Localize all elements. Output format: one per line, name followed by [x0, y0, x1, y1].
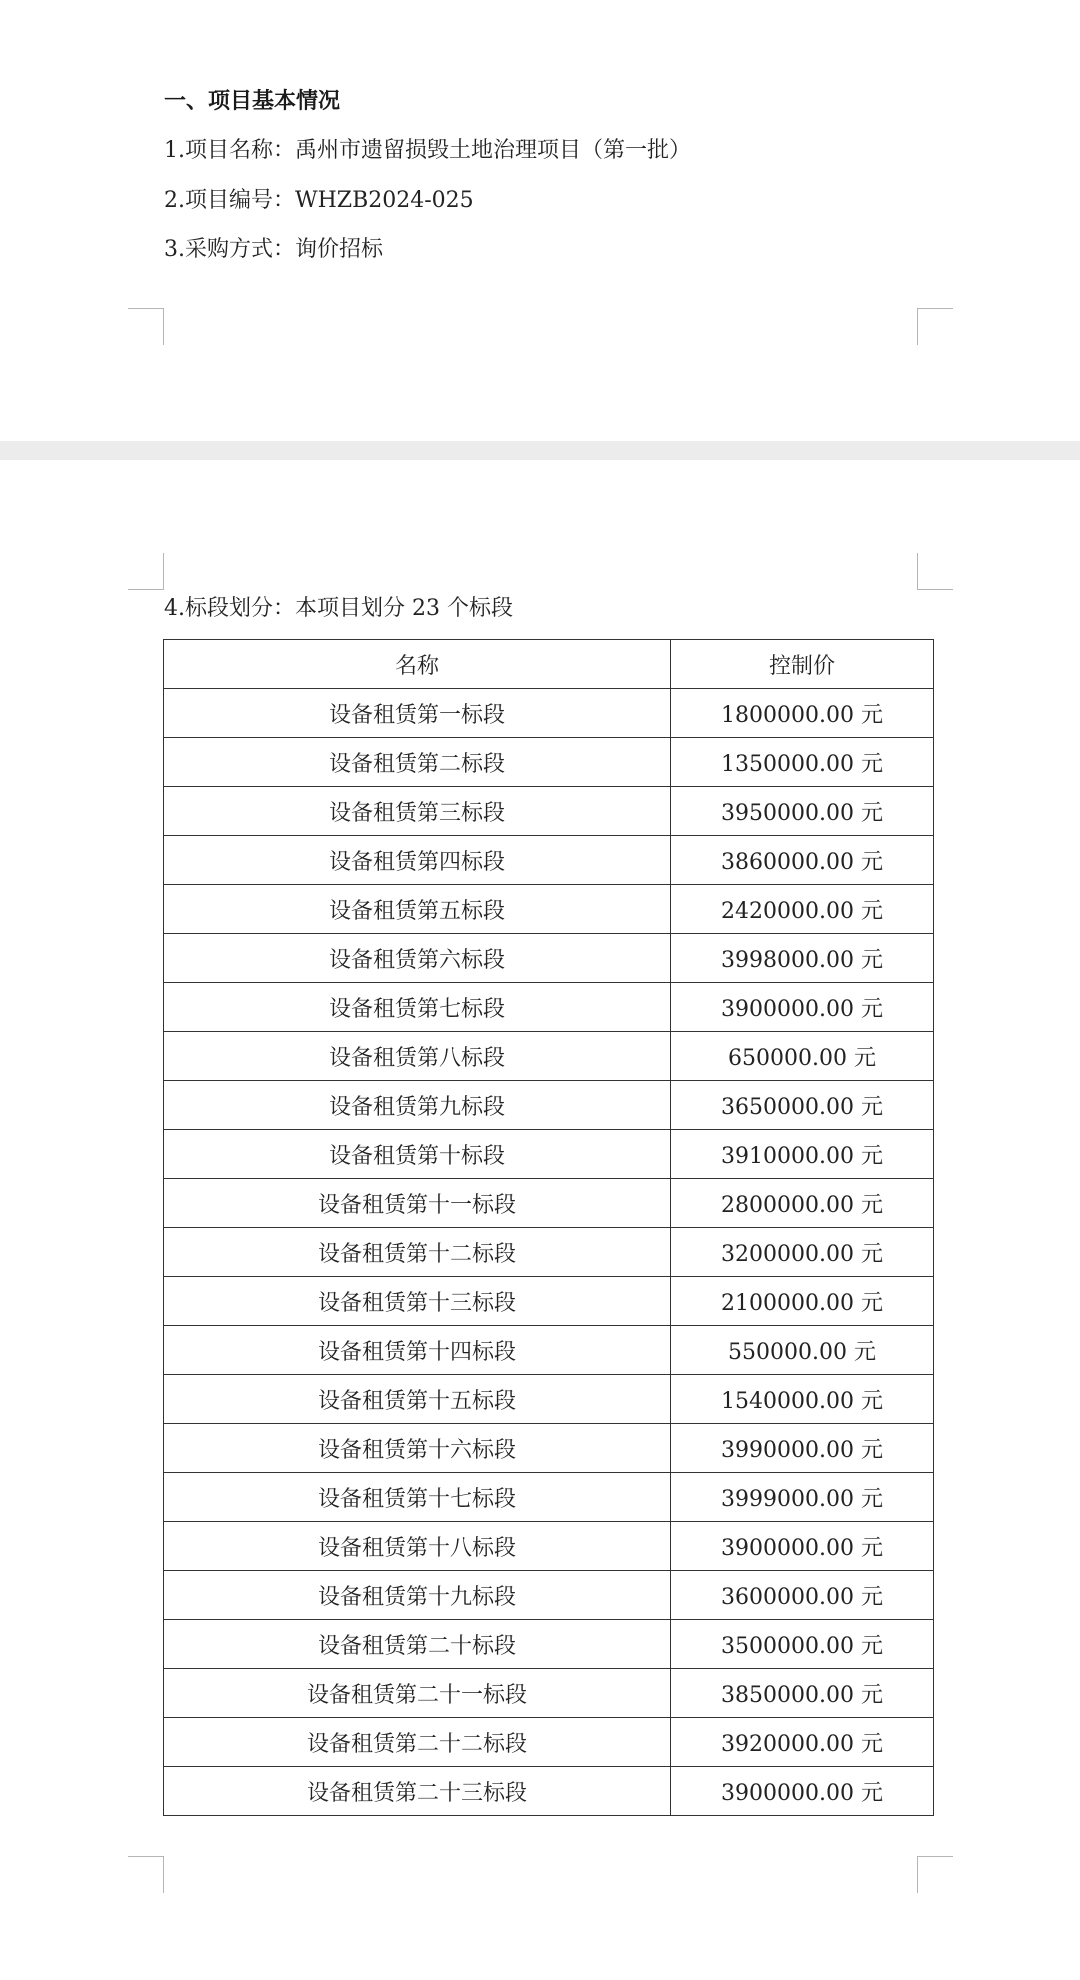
lot-name-cell: 设备租赁第七标段	[164, 983, 671, 1032]
table-row	[164, 1571, 934, 1620]
lot-name-cell: 设备租赁第十四标段	[164, 1326, 671, 1375]
table-row	[164, 1473, 934, 1522]
table-row	[164, 934, 934, 983]
table-row	[164, 885, 934, 934]
table-row	[164, 1767, 934, 1816]
lot-name-cell: 设备租赁第八标段	[164, 1032, 671, 1081]
table-row	[164, 787, 934, 836]
lot-price-cell: 3900000.00 元	[671, 1522, 934, 1571]
lot-price-cell: 650000.00 元	[671, 1032, 934, 1081]
lot-price-cell: 2800000.00 元	[671, 1179, 934, 1228]
table-row	[164, 983, 934, 1032]
header-price: 控制价	[671, 640, 934, 689]
section-heading: 一、项目基本情况	[164, 89, 341, 114]
lots-table	[163, 639, 934, 1816]
lot-price-cell: 3860000.00 元	[671, 836, 934, 885]
table-row	[164, 1424, 934, 1473]
table-row	[164, 1620, 934, 1669]
header-name: 名称	[164, 640, 671, 689]
lot-name-cell: 设备租赁第十八标段	[164, 1522, 671, 1571]
table-row	[164, 1179, 934, 1228]
lot-price-cell: 1800000.00 元	[671, 689, 934, 738]
lot-name-cell: 设备租赁第十六标段	[164, 1424, 671, 1473]
lot-name-cell: 设备租赁第九标段	[164, 1081, 671, 1130]
lot-name-cell: 设备租赁第五标段	[164, 885, 671, 934]
lot-name-cell: 设备租赁第十九标段	[164, 1571, 671, 1620]
lot-name-cell: 设备租赁第十标段	[164, 1130, 671, 1179]
lot-name-cell: 设备租赁第十一标段	[164, 1179, 671, 1228]
lot-price-cell: 2100000.00 元	[671, 1277, 934, 1326]
lot-price-cell: 1540000.00 元	[671, 1375, 934, 1424]
lot-price-cell: 2420000.00 元	[671, 885, 934, 934]
lot-name-cell: 设备租赁第二十二标段	[164, 1718, 671, 1767]
page-separator	[0, 441, 1080, 460]
lot-name-cell: 设备租赁第四标段	[164, 836, 671, 885]
lot-price-cell: 3200000.00 元	[671, 1228, 934, 1277]
lot-price-cell: 3950000.00 元	[671, 787, 934, 836]
lot-name-cell: 设备租赁第一标段	[164, 689, 671, 738]
lot-price-cell: 3500000.00 元	[671, 1620, 934, 1669]
table-row	[164, 1228, 934, 1277]
page-corner-mark	[128, 1856, 164, 1893]
lot-name-cell: 设备租赁第六标段	[164, 934, 671, 983]
lot-price-cell: 3920000.00 元	[671, 1718, 934, 1767]
page-corner-mark	[917, 553, 953, 590]
lot-price-cell: 1350000.00 元	[671, 738, 934, 787]
procurement-method-line: 3.采购方式：询价招标	[164, 237, 383, 262]
lot-name-cell: 设备租赁第十二标段	[164, 1228, 671, 1277]
lot-name-cell: 设备租赁第十三标段	[164, 1277, 671, 1326]
table-row	[164, 1326, 934, 1375]
lot-price-cell: 3900000.00 元	[671, 983, 934, 1032]
lot-price-cell: 3850000.00 元	[671, 1669, 934, 1718]
lot-name-cell: 设备租赁第二十三标段	[164, 1767, 671, 1816]
lot-price-cell: 3900000.00 元	[671, 1767, 934, 1816]
table-row	[164, 1277, 934, 1326]
document-page-1	[0, 0, 1080, 441]
lot-name-cell: 设备租赁第十五标段	[164, 1375, 671, 1424]
table-row	[164, 738, 934, 787]
project-number-line: 2.项目编号：WHZB2024-025	[164, 188, 474, 213]
table-row	[164, 1081, 934, 1130]
lot-name-cell: 设备租赁第二标段	[164, 738, 671, 787]
lot-name-cell: 设备租赁第十七标段	[164, 1473, 671, 1522]
page-corner-mark	[917, 308, 953, 345]
lot-price-cell: 3910000.00 元	[671, 1130, 934, 1179]
project-name-line: 1.项目名称：禹州市遗留损毁土地治理项目（第一批）	[164, 138, 691, 163]
page-corner-mark	[128, 308, 164, 345]
table-row	[164, 689, 934, 738]
page-corner-mark	[128, 553, 164, 590]
lot-name-cell: 设备租赁第二十标段	[164, 1620, 671, 1669]
lot-price-cell: 3999000.00 元	[671, 1473, 934, 1522]
lot-price-cell: 550000.00 元	[671, 1326, 934, 1375]
lot-price-cell: 3650000.00 元	[671, 1081, 934, 1130]
lot-division-line: 4.标段划分：本项目划分 23 个标段	[164, 596, 513, 621]
table-row	[164, 1718, 934, 1767]
table-row	[164, 1130, 934, 1179]
lot-price-cell: 3990000.00 元	[671, 1424, 934, 1473]
table-header-row	[164, 640, 934, 689]
table-row	[164, 836, 934, 885]
table-row	[164, 1522, 934, 1571]
lot-name-cell: 设备租赁第三标段	[164, 787, 671, 836]
lot-price-cell: 3600000.00 元	[671, 1571, 934, 1620]
table-row	[164, 1032, 934, 1081]
lot-price-cell: 3998000.00 元	[671, 934, 934, 983]
table-row	[164, 1669, 934, 1718]
lots-table-body	[164, 689, 934, 1816]
page-corner-mark	[917, 1856, 953, 1893]
table-row	[164, 1375, 934, 1424]
lot-name-cell: 设备租赁第二十一标段	[164, 1669, 671, 1718]
